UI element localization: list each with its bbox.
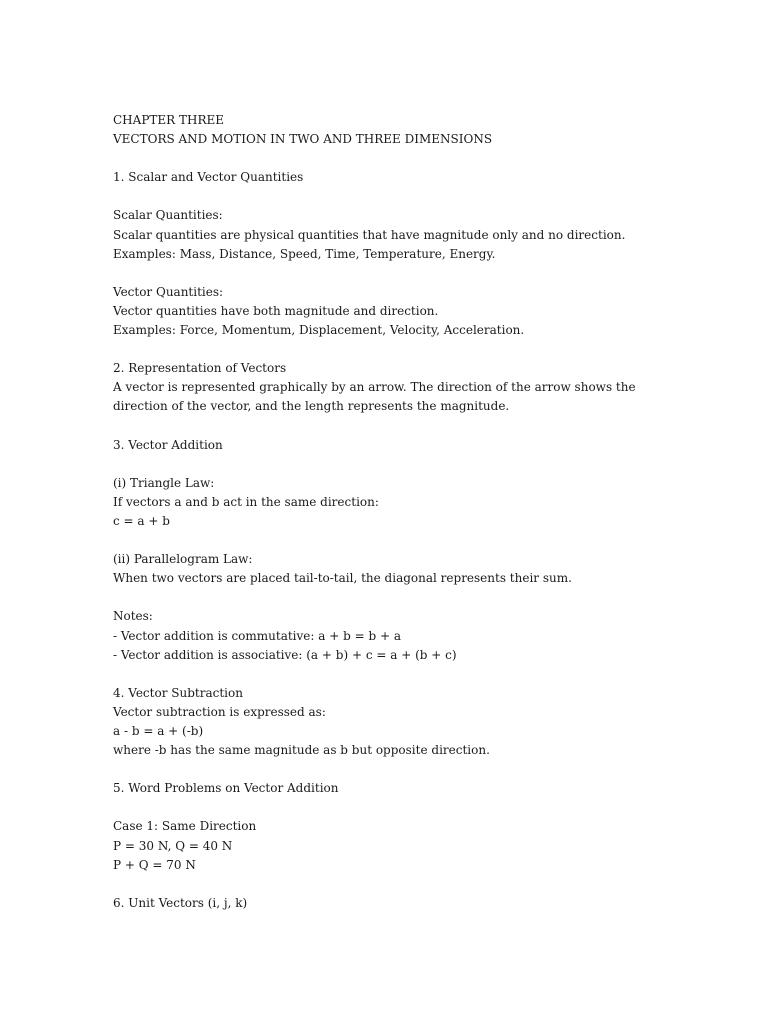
subtraction-formula: a - b = a + (-b) (113, 724, 204, 738)
spacer (113, 531, 733, 550)
vector-definition: Vector quantities have both magnitude and direction. (113, 303, 439, 318)
vector-heading: Vector Quantities: (113, 284, 224, 299)
spacer (113, 340, 733, 359)
representation-line-2: direction of the vector, and the length represents the magnitude. (113, 399, 510, 414)
spacer (113, 588, 733, 607)
spacer (113, 187, 733, 206)
spacer (113, 760, 733, 779)
spacer (113, 665, 733, 684)
note-commutative: - Vector addition is commutative: a + b = b + a (113, 628, 401, 643)
case-1-heading: Case 1: Same Direction (113, 819, 257, 834)
spacer (113, 264, 733, 283)
triangle-law-formula: c = a + b (113, 513, 170, 528)
parallelogram-law-text: When two vectors are placed tail-to-tail, the diagonal represents their sum. (113, 571, 572, 586)
vector-examples: Examples: Force, Momentum, Displacement, Velocity, Acceleration. (113, 323, 525, 338)
section-6-heading: 6. Unit Vectors (i, j, k) (113, 895, 248, 910)
case-1-given: P = 30 N, Q = 40 N (113, 838, 233, 853)
subtraction-line-2: where -b has the same magnitude as b but opposite direction. (113, 743, 490, 758)
subtraction-line-1: Vector subtraction is expressed as: (113, 704, 326, 719)
triangle-law-text: If vectors a and b act in the same direction: (113, 494, 379, 509)
notes-heading: Notes: (113, 609, 153, 624)
section-4-heading: 4. Vector Subtraction (113, 685, 243, 700)
chapter-title: VECTORS AND MOTION IN TWO AND THREE DIMENSIONS (113, 132, 493, 147)
scalar-definition: Scalar quantities are physical quantities that have magnitude only and no direction. (113, 227, 626, 242)
spacer (113, 455, 733, 474)
triangle-law-heading: (i) Triangle Law: (113, 475, 215, 490)
scalar-examples: Examples: Mass, Distance, Speed, Time, Temperature, Energy. (113, 246, 496, 261)
spacer (113, 149, 733, 168)
section-3-heading: 3. Vector Addition (113, 437, 223, 452)
representation-line-1: A vector is represented graphically by an arrow. The direction of the arrow shows the (113, 380, 636, 395)
section-5-heading: 5. Word Problems on Vector Addition (113, 781, 339, 796)
document-page (113, 111, 733, 913)
case-1-result: P + Q = 70 N (113, 857, 196, 872)
note-associative: - Vector addition is associative: (a + b) + c = a + (b + c) (113, 647, 457, 662)
parallelogram-law-heading: (ii) Parallelogram Law: (113, 552, 253, 567)
spacer (113, 417, 733, 436)
chapter-label: CHAPTER THREE (113, 113, 225, 127)
spacer (113, 875, 733, 894)
spacer (113, 798, 733, 817)
section-1-heading: 1. Scalar and Vector Quantities (113, 170, 304, 185)
scalar-heading: Scalar Quantities: (113, 208, 223, 223)
section-2-heading: 2. Representation of Vectors (113, 361, 287, 376)
